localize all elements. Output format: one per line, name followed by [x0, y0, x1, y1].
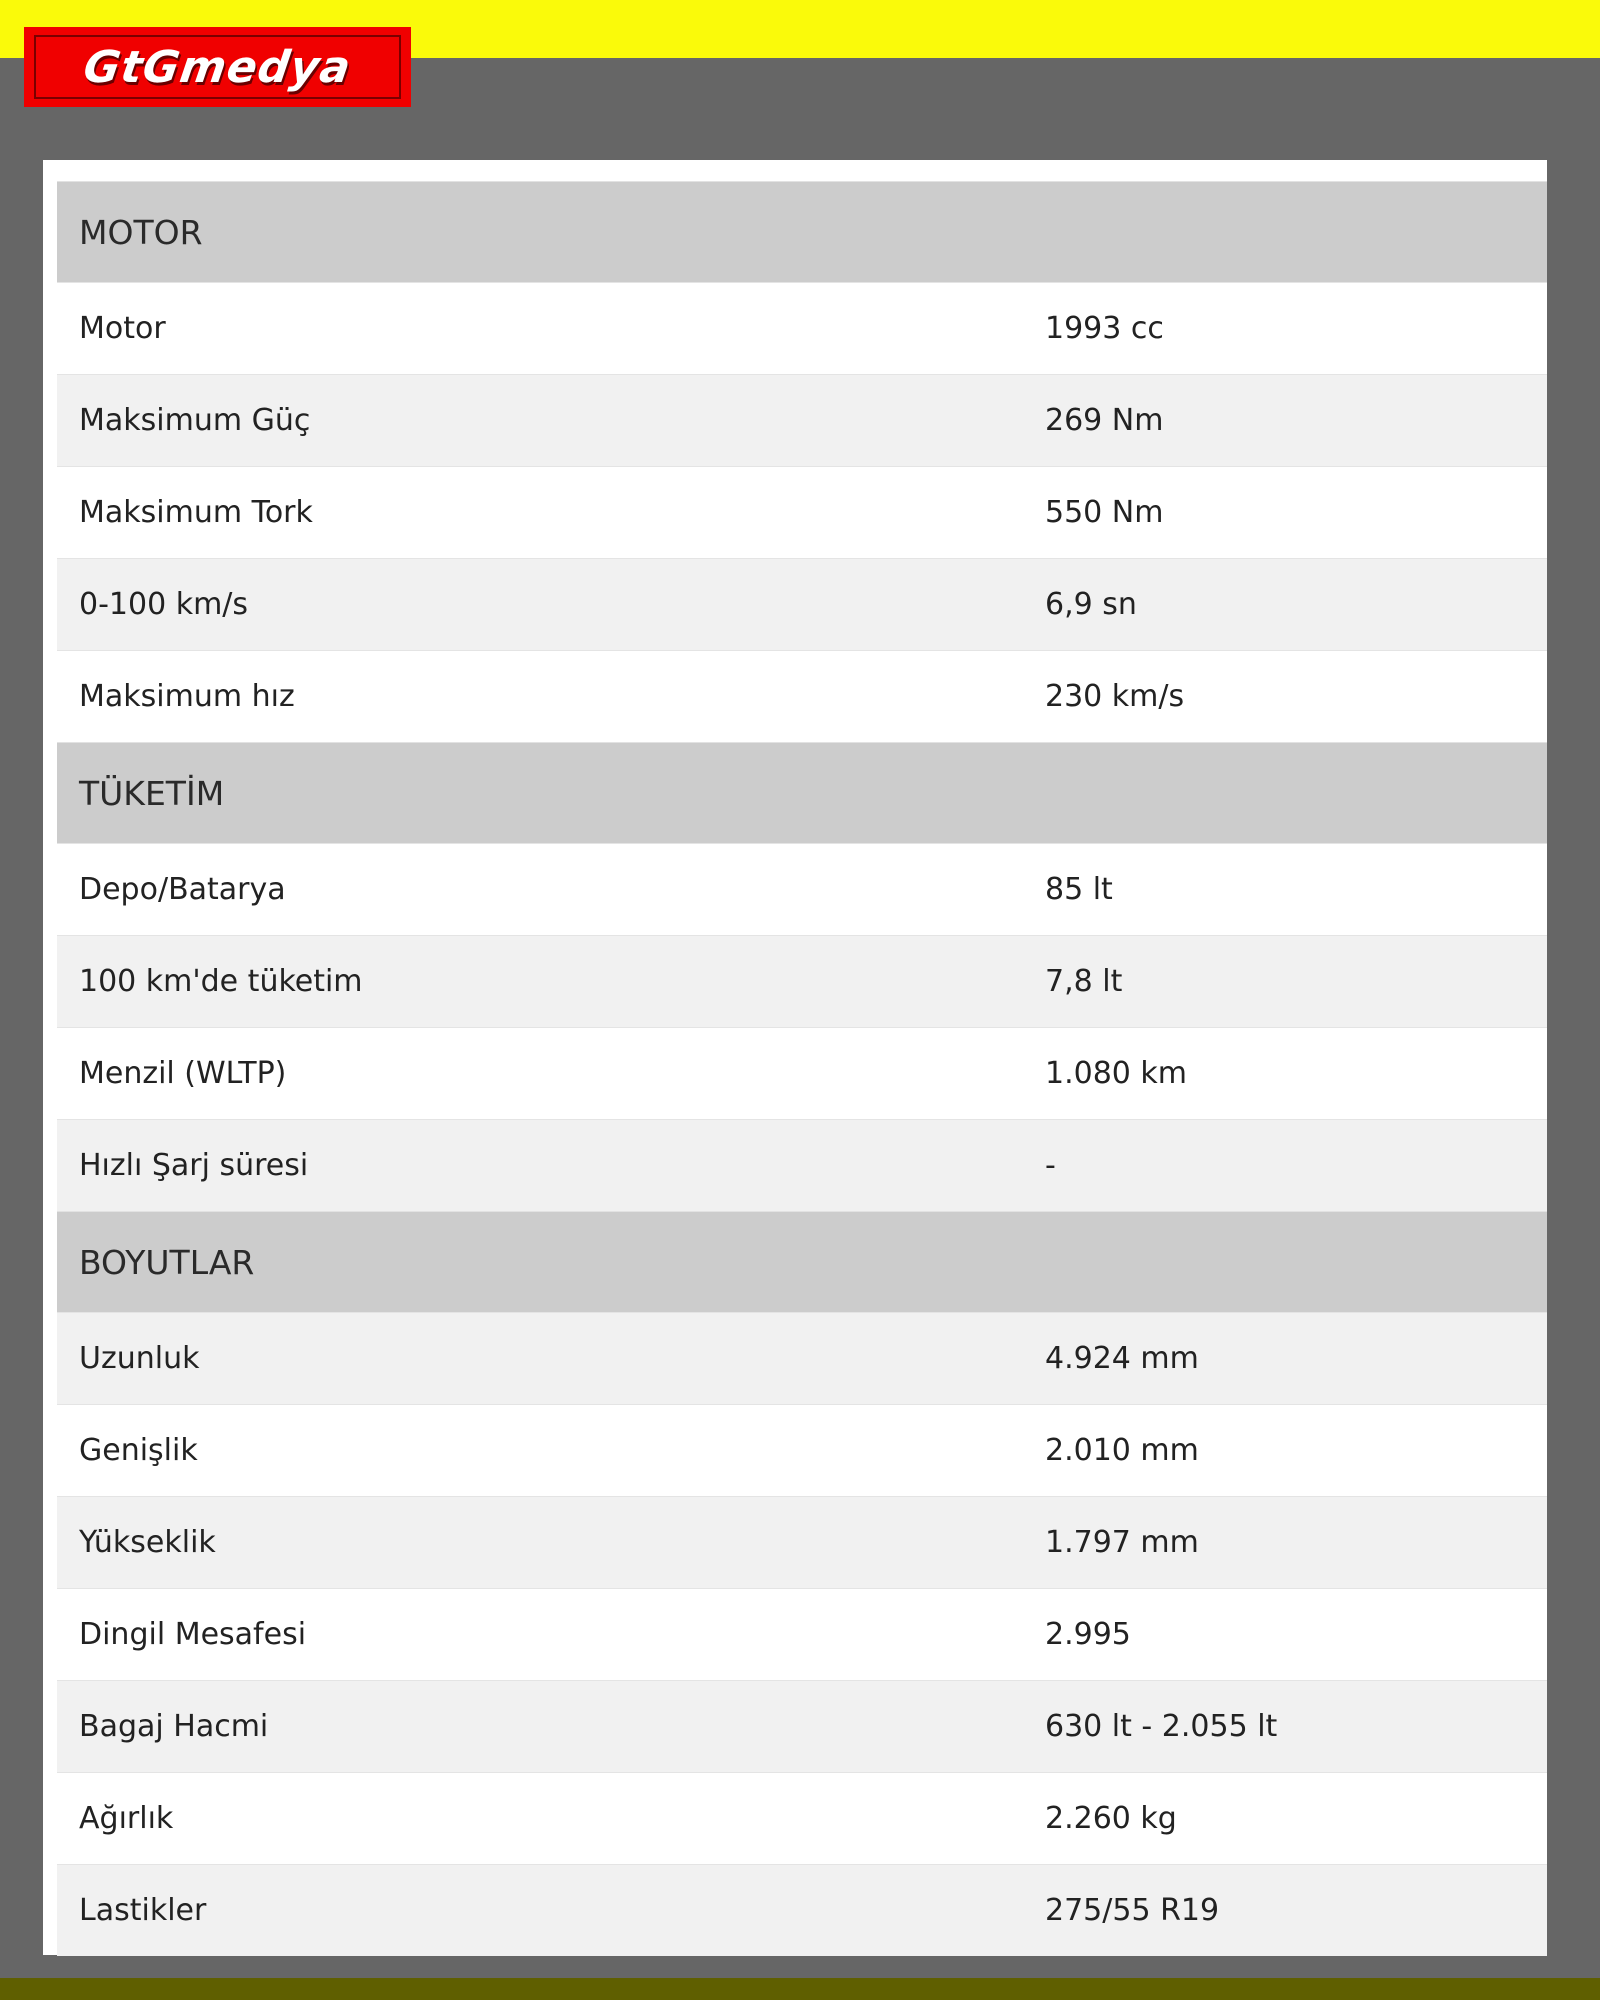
row-label: Ağırlık — [79, 1801, 174, 1836]
table-row — [57, 1496, 1547, 1588]
row-label: Maksimum Tork — [79, 495, 313, 530]
table-row — [57, 1027, 1547, 1119]
row-value: - — [1045, 1148, 1056, 1183]
row-value: 2.995 — [1045, 1617, 1131, 1652]
section-header-tuketim — [57, 742, 1547, 843]
table-row — [57, 558, 1547, 650]
spec-panel — [43, 160, 1547, 1955]
row-label: Bagaj Hacmi — [79, 1709, 269, 1744]
row-value: 630 lt - 2.055 lt — [1045, 1709, 1278, 1744]
table-row — [57, 282, 1547, 374]
row-label: 0-100 km/s — [79, 587, 249, 622]
row-value: 1.080 km — [1045, 1056, 1188, 1091]
row-value: 2.010 mm — [1045, 1433, 1199, 1468]
row-label: Maksimum hız — [79, 679, 295, 714]
row-value: 275/55 R19 — [1045, 1893, 1220, 1928]
table-row — [57, 935, 1547, 1027]
spec-table — [57, 181, 1547, 1956]
row-value: 230 km/s — [1045, 679, 1185, 714]
row-label: Dingil Mesafesi — [79, 1617, 307, 1652]
row-value: 2.260 kg — [1045, 1801, 1177, 1836]
row-value: 4.924 mm — [1045, 1341, 1199, 1376]
bottom-band — [0, 1978, 1600, 2000]
row-value: 7,8 lt — [1045, 964, 1123, 999]
row-label: Lastikler — [79, 1893, 207, 1928]
table-row — [57, 1119, 1547, 1211]
row-label: Yükseklik — [79, 1525, 216, 1560]
table-row — [57, 1772, 1547, 1864]
table-row — [57, 843, 1547, 935]
table-row — [57, 1588, 1547, 1680]
section-header-boyutlar — [57, 1211, 1547, 1312]
row-label: Uzunluk — [79, 1341, 200, 1376]
table-row — [57, 1404, 1547, 1496]
table-row — [57, 374, 1547, 466]
section-title: BOYUTLAR — [79, 1242, 255, 1282]
site-logo[interactable] — [24, 27, 411, 107]
row-value: 85 lt — [1045, 872, 1113, 907]
logo-frame — [34, 35, 401, 99]
row-value: 269 Nm — [1045, 403, 1164, 438]
row-label: Hızlı Şarj süresi — [79, 1148, 309, 1183]
row-value: 1.797 mm — [1045, 1525, 1199, 1560]
section-title: MOTOR — [79, 212, 203, 252]
table-row — [57, 466, 1547, 558]
table-row — [57, 1312, 1547, 1404]
logo-text: GtGmedya — [80, 41, 355, 93]
row-label: Menzil (WLTP) — [79, 1056, 287, 1091]
row-label: Genişlik — [79, 1433, 198, 1468]
section-title: TÜKETİM — [79, 773, 225, 813]
row-label: Motor — [79, 311, 166, 346]
row-label: Depo/Batarya — [79, 872, 286, 907]
section-header-motor — [57, 181, 1547, 282]
table-row — [57, 650, 1547, 742]
row-value: 550 Nm — [1045, 495, 1164, 530]
table-row — [57, 1864, 1547, 1956]
row-value: 6,9 sn — [1045, 587, 1137, 622]
row-value: 1993 cc — [1045, 311, 1164, 346]
row-label: Maksimum Güç — [79, 403, 311, 438]
table-row — [57, 1680, 1547, 1772]
row-label: 100 km'de tüketim — [79, 964, 363, 999]
